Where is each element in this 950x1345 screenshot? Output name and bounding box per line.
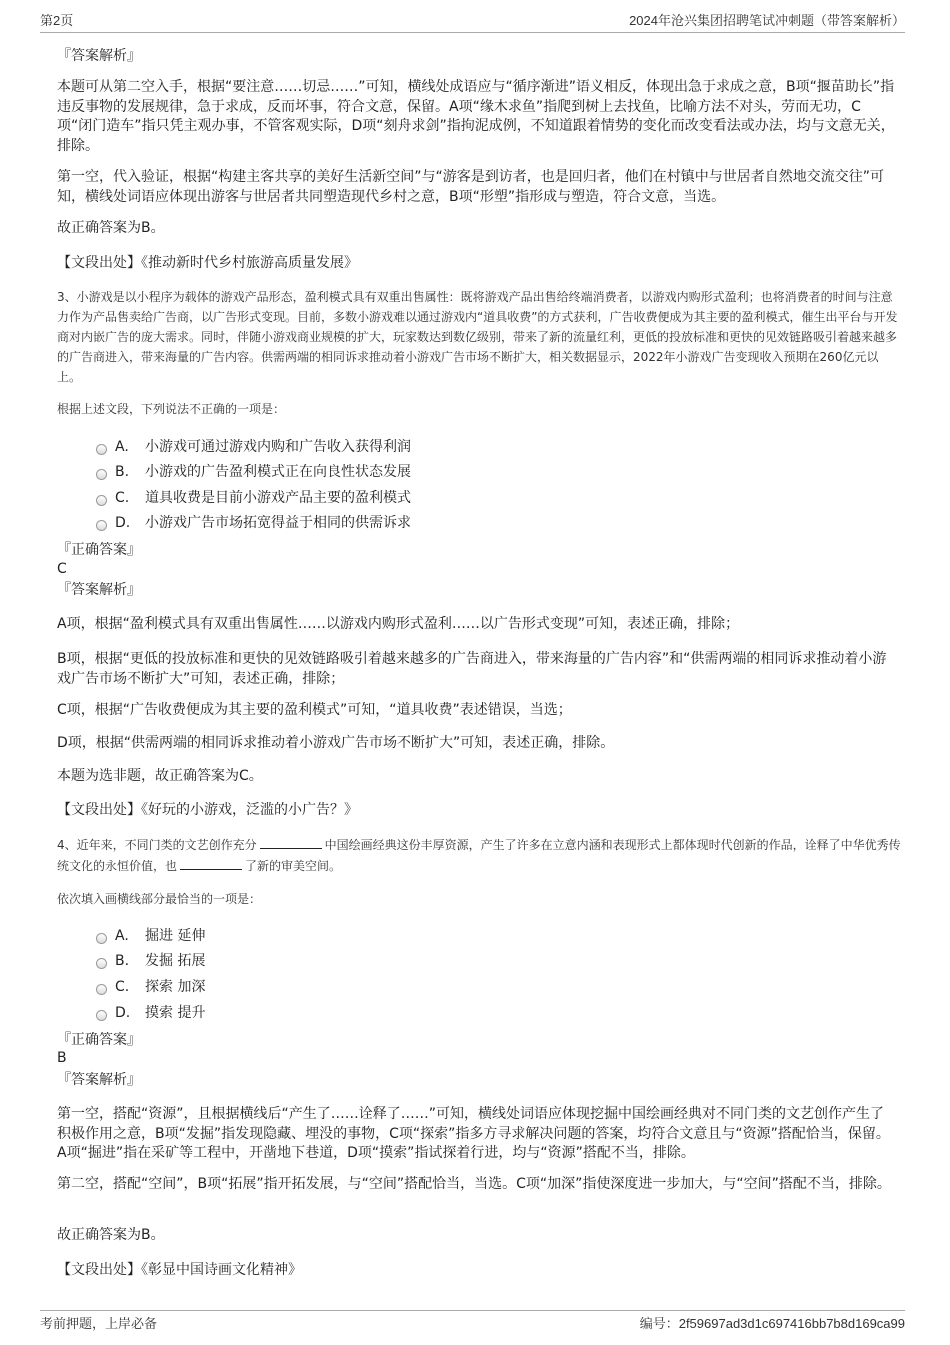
radio-icon[interactable] (96, 444, 107, 455)
analysis-label: 『答案解析』 (57, 48, 141, 64)
answer-statement: 本题为选非题，故正确答案为C。 (57, 768, 263, 784)
answer-blank (260, 837, 322, 849)
page-number: 第2页 (40, 13, 74, 28)
passage-source: 【文段出处】《好玩的小游戏，泛滥的小广告？》 (57, 802, 358, 818)
correct-answer: C (57, 561, 67, 577)
analysis-label: 『答案解析』 (57, 582, 141, 598)
analysis-paragraph: D项，根据“供需两端的相同诉求推动着小游戏广告市场不断扩大”可知，表述正确，排除。 (57, 735, 615, 751)
correct-answer-label: 『正确答案』 (57, 1032, 141, 1048)
answer-blank (180, 858, 242, 870)
analysis-paragraph: 本题可从第二空入手，根据“要注意……切忌……”可知，横线处成语应与“循序渐进”语义相反，体现出急于求成之意，B项“揠苗助长”指违反事物的发展规律，急于求成，反而坏事，符合文意，保留。A项“缘木求鱼”指爬到树上去找鱼，比喻方法不对头，劳而无功，C项“闭门造车”指只凭主观办事，不管客观实际，D项“刻舟求剑”指拘泥成例，不知道跟着情势的变化而改变看法或办法，均与文意无关，排除。 (57, 79, 895, 154)
radio-icon[interactable] (96, 1010, 107, 1021)
analysis-paragraph: B项，根据“更低的投放标准和更快的见效链路吸引着越来越多的广告商进入，带来海量的广告内容”和“供需两端的相同诉求推动着小游戏广告市场不断扩大”可知，表述正确，排除； (57, 651, 887, 687)
correct-answer-label: 『正确答案』 (57, 542, 141, 558)
footer-divider (40, 1310, 905, 1311)
option-a[interactable]: A. 掘进 延伸 (96, 926, 205, 946)
analysis-paragraph: 第二空，搭配“空间”，B项“拓展”指开拓发展，与“空间”搭配恰当，当选。C项“加深”指使深度进一步加大，与“空间”搭配不当，排除。 (57, 1176, 891, 1192)
option-b[interactable]: B. 小游戏的广告盈利模式正在向良性状态发展 (96, 462, 411, 482)
question-3-prompt: 根据上述文段，下列说法不正确的一项是： (57, 402, 286, 416)
radio-icon[interactable] (96, 469, 107, 480)
radio-icon[interactable] (96, 495, 107, 506)
analysis-label: 『答案解析』 (57, 1072, 141, 1088)
header-divider (40, 32, 905, 33)
radio-icon[interactable] (96, 958, 107, 969)
analysis-paragraph: A项，根据“盈利模式具有双重出售属性……以游戏内购形式盈利……以广告形式变现”可知，表述正确，排除； (57, 616, 740, 632)
footer-slogan: 考前押题，上岸必备 (40, 1316, 158, 1331)
question-3-passage: 3、小游戏是以小程序为载体的游戏产品形态，盈利模式具有双重出售属性：既将游戏产品出售给终端消费者，以游戏内购形式盈利；也将消费者的时间与注意力作为产品售卖给广告商，以广告形式变现。目前，多数小游戏难以通过游戏内“道具收费”的方式获利，广告收费便成为其主要的盈利模式，催生出平台与开发商对内嵌广告的庞大需求。同时，伴随小游戏商业规模的扩大，玩家数达到数亿级别，带来了新的流量红利，更低的投放标准和更快的见效链路吸引着越来越多的广告商进入，带来海量的广告内容。供需两端的相同诉求推动着小游戏广告市场不断扩大，相关数据显示，2022年小游戏广告变现收入预期在260亿元以上。 (57, 290, 898, 384)
answer-statement: 故正确答案为B。 (57, 1227, 165, 1243)
option-a[interactable]: A. 小游戏可通过游戏内购和广告收入获得利润 (96, 437, 411, 457)
analysis-paragraph: 第一空，搭配“资源”，且根据横线后“产生了……诠释了……”可知，横线处词语应体现挖掘中国绘画经典对不同门类的文艺创作产生了积极作用之意，B项“发掘”指发现隐藏、埋没的事物，C项“探索”指多方寻求解决问题的答案，均符合文意且与“资源”搭配恰当，保留。A项“掘进”指在采矿等工程中，开凿地下巷道，D项“摸索”指试探着行进，均与“资源”搭配不当，排除。 (57, 1106, 890, 1161)
correct-answer: B (57, 1050, 67, 1066)
passage-source: 【文段出处】《推动新时代乡村旅游高质量发展》 (57, 255, 358, 271)
option-d[interactable]: D. 小游戏广告市场拓宽得益于相同的供需诉求 (96, 513, 411, 533)
document-title: 2024年沧兴集团招聘笔试冲刺题（带答案解析） (629, 13, 905, 28)
option-b[interactable]: B. 发掘 拓展 (96, 951, 205, 971)
radio-icon[interactable] (96, 984, 107, 995)
radio-icon[interactable] (96, 933, 107, 944)
option-c[interactable]: C. 探索 加深 (96, 977, 205, 997)
analysis-paragraph: C项，根据“广告收费便成为其主要的盈利模式”可知，“道具收费”表述错误，当选； (57, 702, 572, 718)
question-4-prompt: 依次填入画横线部分最恰当的一项是： (57, 892, 262, 906)
analysis-paragraph: 第一空，代入验证，根据“构建主客共享的美好生活新空间”与“游客是到访者，也是回归者，他们在村镇中与世居者自然地交流交往”可知，横线处词语应体现出游客与世居者共同塑造现代乡村之意，B项“形塑”指形成与塑造，符合文意，当选。 (57, 169, 885, 205)
answer-statement: 故正确答案为B。 (57, 220, 165, 236)
question-4-passage: 4、近年来，不同门类的文艺创作充分 中国绘画经典这份丰厚资源，产生了许多在立意内涵和表现形式上都体现时代创新的作品，诠释了中华优秀传统文化的永恒价值，也 了新的审美空间。 (57, 838, 901, 873)
radio-icon[interactable] (96, 520, 107, 531)
option-c[interactable]: C. 道具收费是目前小游戏产品主要的盈利模式 (96, 488, 411, 508)
passage-source: 【文段出处】《彰显中国诗画文化精神》 (57, 1262, 302, 1278)
option-d[interactable]: D. 摸索 提升 (96, 1003, 205, 1023)
document-id: 编号：2f59697ad3d1c697416bb7b8d169ca99 (639, 1316, 905, 1331)
